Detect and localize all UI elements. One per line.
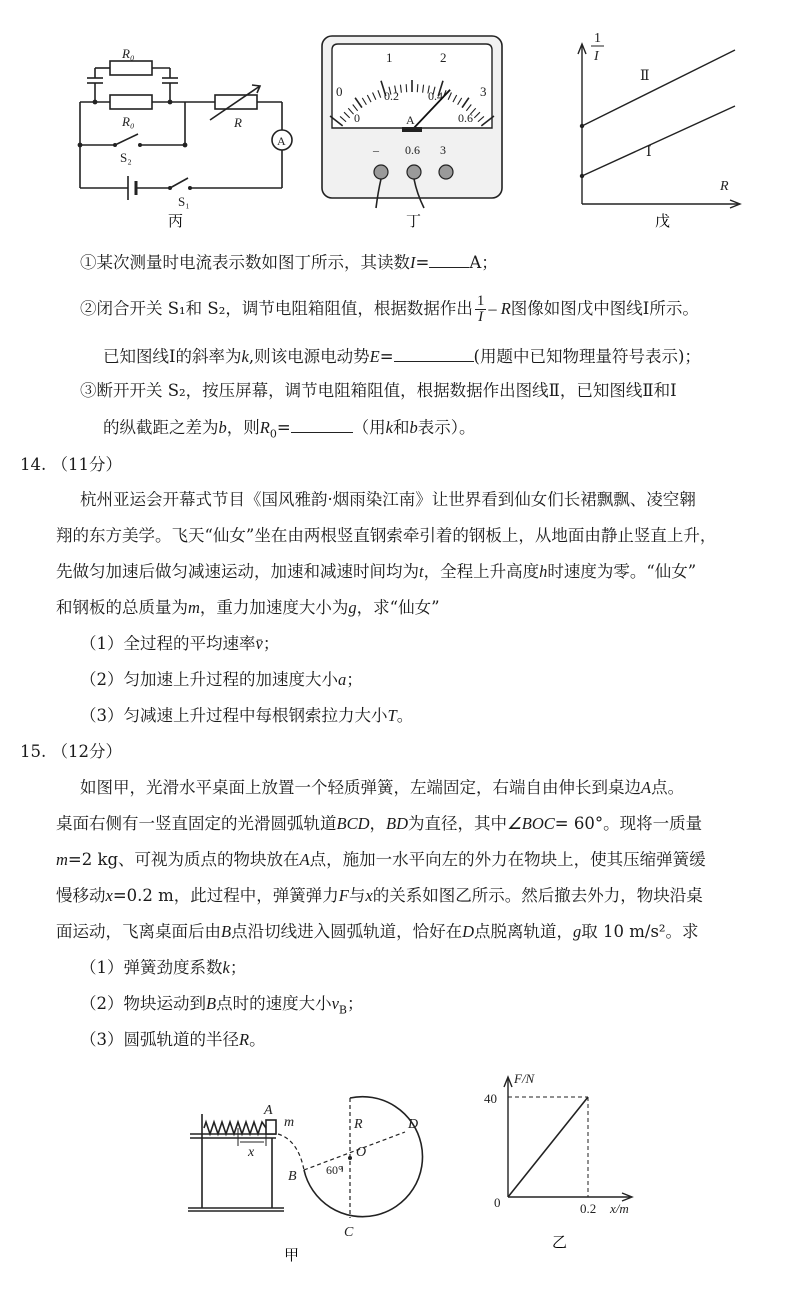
q15-line4 <box>56 885 703 907</box>
caption-jia: 甲 <box>284 1248 300 1264</box>
caption-wu: 戊 <box>655 214 671 230</box>
var-B: B <box>221 922 232 941</box>
var-R: R <box>239 1030 250 1049</box>
label-r0-middle: R₀ <box>122 114 135 129</box>
text: 点。 <box>651 778 685 797</box>
line-II <box>582 50 735 126</box>
top-scale-1: 1 <box>386 50 393 65</box>
text: = 60°。现将一质量 <box>554 814 703 833</box>
label-s1: S₁ <box>178 194 190 209</box>
text: 表示）。 <box>417 418 476 437</box>
text: 点，施加一水平向左的外力在物块上，使其压缩弹簧缓 <box>309 850 706 869</box>
answer-blank-current[interactable] <box>429 251 469 268</box>
subscript-0: 0 <box>269 427 277 441</box>
angle-label: 60° <box>326 1163 343 1177</box>
text: ，则 <box>226 418 260 437</box>
text: 。 <box>249 1030 266 1049</box>
text: 取 10 m/s²。求 <box>581 922 699 941</box>
text: ，重力加速度大小为 <box>199 598 349 617</box>
var-E: E <box>369 347 380 366</box>
answer-blank-r0[interactable] <box>291 416 353 433</box>
var-x: x <box>105 886 113 905</box>
label-r0-top: R₀ <box>122 46 135 61</box>
q14-line4 <box>56 597 440 619</box>
bottom-scale-0.4: 0.4 <box>428 89 443 103</box>
q13-part2 <box>80 294 699 325</box>
var-BD: BD <box>386 814 408 833</box>
top-scale-0: 0 <box>336 84 343 99</box>
top-scale-3: 3 <box>480 84 487 99</box>
q14-line1: 杭州亚运会开幕式节目《国风雅韵·烟雨染江南》让世界看到仙女们长裙飘飘、凌空翱 <box>80 490 696 509</box>
q13-part1 <box>80 251 498 274</box>
text: (用题中已知物理量符号表示)； <box>473 347 701 366</box>
q14-line3 <box>56 561 696 583</box>
label-R: R <box>354 1117 363 1132</box>
label-D: D <box>408 1117 419 1132</box>
circuit-figure-bing <box>60 30 300 235</box>
y-axis-numerator: 1 <box>594 31 601 46</box>
var-b: b <box>218 418 227 437</box>
text: （用 <box>352 418 386 437</box>
y-axis-label: F/N <box>514 1071 535 1086</box>
text: （3）圆弧轨道的半径 <box>80 1030 239 1049</box>
q15-line5 <box>56 921 699 943</box>
var-k: k <box>385 418 393 437</box>
text: =0.2 m，此过程中，弹簧弹力 <box>112 886 339 905</box>
label-m: m <box>284 1115 295 1130</box>
q15-line1 <box>80 777 684 799</box>
var-x: x <box>365 886 373 905</box>
line-I-label: Ⅰ <box>646 145 652 160</box>
text: ， <box>369 814 386 833</box>
top-scale-2: 2 <box>440 50 447 65</box>
var-BCD: BCD <box>336 814 370 833</box>
var-k: k <box>241 347 249 366</box>
label-s2: S₂ <box>120 150 132 165</box>
equals: = <box>379 347 394 366</box>
text: （2）物块运动到 <box>80 994 206 1013</box>
text: 慢移动 <box>56 886 106 905</box>
ammeter-figure-ding <box>318 30 528 235</box>
equals: = <box>276 418 291 437</box>
var-t: t <box>419 562 424 581</box>
q13-part2-text: ②闭合开关 S₁和 S₂，调节电阻箱阻值，根据数据作出 <box>80 299 473 318</box>
dial-unit: A <box>406 113 415 127</box>
fraction-numerator: 1 <box>476 293 485 309</box>
projectile-path <box>278 1134 304 1170</box>
subscript-B: B <box>338 1003 348 1017</box>
text: 点时的速度大小 <box>216 994 332 1013</box>
fraction-1-over-I <box>475 294 487 325</box>
text: 的关系如图乙所示。然后撤去外力，物块沿桌 <box>372 886 703 905</box>
var-g: g <box>573 922 582 941</box>
label-B: B <box>288 1169 297 1184</box>
text: ； <box>346 670 363 689</box>
bottom-scale-0.6: 0.6 <box>458 111 473 125</box>
text: 的纵截距之差为 <box>103 418 219 437</box>
q13-part3b <box>103 416 476 445</box>
text: 为直径，其中 <box>408 814 507 833</box>
caption-bing: 丙 <box>168 214 184 230</box>
q13-part2-tail: 图像如图戊中图线Ⅰ所示。 <box>510 299 699 318</box>
q15-line2 <box>56 813 702 835</box>
answer-blank-emf[interactable] <box>394 345 474 362</box>
label-r: R <box>234 115 242 130</box>
text: 先做匀加速后做匀减速运动，加速和减速时间均为 <box>56 562 419 581</box>
caption-yi: 乙 <box>552 1235 568 1251</box>
q15-header: 15. （12分） <box>20 742 122 761</box>
var-v: v <box>331 994 339 1013</box>
terminal-minus <box>374 165 388 179</box>
var-A: A <box>641 778 652 797</box>
x-axis-label: x/m <box>610 1201 629 1216</box>
caption-ding: 丁 <box>406 214 422 230</box>
var-R: – R <box>488 299 511 318</box>
q14-sub3 <box>80 705 413 727</box>
text: 时速度为零。“仙女” <box>547 562 697 581</box>
origin-label: 0 <box>494 1195 501 1210</box>
label-A: A <box>264 1103 273 1118</box>
label-C: C <box>344 1225 354 1240</box>
var-T: T <box>387 706 397 725</box>
text: 。 <box>396 706 414 725</box>
label-O: O <box>356 1145 367 1160</box>
text: 和钢板的总质量为 <box>56 598 188 617</box>
text: （3）匀减速上升过程中每根钢索拉力大小 <box>80 706 388 725</box>
text: ； <box>347 994 364 1013</box>
x-axis-label: R <box>720 179 729 194</box>
data-line-series <box>508 1097 588 1197</box>
mechanics-figure-jia <box>180 1070 440 1270</box>
resistor-r0-top <box>110 61 152 75</box>
text: ； <box>262 634 280 653</box>
text: =2 kg、可视为质点的物块放在 <box>67 850 300 869</box>
text: ,则该电源电动势 <box>248 347 370 366</box>
q14-line2: 翔的东方美学。飞天“仙女”坐在由两根竖直钢索牵引着的钢板上，从地面由静止竖直上升， <box>56 526 717 545</box>
text: ，全程上升高度 <box>423 562 540 581</box>
equals: = <box>415 253 430 272</box>
y-axis-denominator: I <box>594 49 599 64</box>
var-B: B <box>206 994 217 1013</box>
text: （1）弹簧劲度系数 <box>80 958 223 977</box>
block-m <box>266 1120 276 1134</box>
var-a: a <box>338 670 347 689</box>
unit-A: A； <box>469 253 498 272</box>
text: 已知图线Ⅰ的斜率为 <box>103 347 242 366</box>
line-II-label: Ⅱ <box>640 69 650 84</box>
q13-part2b <box>103 345 701 368</box>
spring <box>204 1122 266 1134</box>
text: ； <box>229 958 247 977</box>
fraction-denominator: I <box>478 309 484 325</box>
text: 点脱离轨道， <box>474 922 574 941</box>
terminal-0.6 <box>407 165 421 179</box>
terminal-3 <box>439 165 453 179</box>
q14-sub2 <box>80 669 363 691</box>
terminal-minus-label: – <box>373 143 379 157</box>
text: （1）全过程的平均速率 <box>80 634 256 653</box>
center-O <box>348 1156 352 1160</box>
x-tick-0.2: 0.2 <box>580 1201 597 1216</box>
var-h: h <box>539 562 548 581</box>
var-g: g <box>348 598 357 617</box>
text: 与 <box>348 886 366 905</box>
q14-sub1 <box>80 633 279 655</box>
var-angle-BOC: ∠BOC <box>507 814 555 833</box>
var-F: F <box>338 886 349 905</box>
y-tick-40: 40 <box>484 1091 497 1106</box>
text: 面运动，飞离桌面后由 <box>56 922 221 941</box>
text: ，求“仙女” <box>356 598 440 617</box>
text: 如图甲，光滑水平桌面上放置一个轻质弹簧，左端固定，右端自由伸长到桌边 <box>80 778 641 797</box>
var-D: D <box>462 922 475 941</box>
line-I <box>582 106 735 176</box>
var-k: k <box>222 958 230 977</box>
force-displacement-chart-yi <box>480 1065 680 1265</box>
terminal-3-label: 3 <box>440 143 446 157</box>
var-I: I <box>410 253 416 272</box>
text: 和 <box>393 418 410 437</box>
bottom-scale-0: 0 <box>354 111 360 125</box>
bottom-scale-0.2: 0.2 <box>384 89 399 103</box>
graph-figure-wu <box>560 28 760 233</box>
text: 点沿切线进入圆弧轨道，恰好在 <box>231 922 463 941</box>
label-ammeter: A <box>277 134 286 148</box>
text: 桌面右侧有一竖直固定的光滑圆弧轨道 <box>56 814 337 833</box>
resistor-r0-middle <box>110 95 152 109</box>
terminal-0.6-label: 0.6 <box>405 143 420 157</box>
q15-sub2 <box>80 993 364 1021</box>
q14-header: 14. （11分） <box>20 455 122 474</box>
var-v-bar: v̄ <box>255 634 263 653</box>
q15-sub1 <box>80 957 246 979</box>
var-A: A <box>299 850 310 869</box>
q13-part1-text: ①某次测量时电流表示数如图丁所示，其读数 <box>80 253 410 272</box>
var-m: m <box>56 850 68 869</box>
var-R0: R <box>259 418 270 437</box>
var-b: b <box>409 418 418 437</box>
var-m: m <box>188 598 200 617</box>
q13-part3: ③断开开关 S₂，按压屏幕，调节电阻箱阻值，根据数据作出图线Ⅱ，已知图线Ⅱ和Ⅰ <box>80 381 677 400</box>
q15-line3 <box>56 849 706 871</box>
q15-sub3 <box>80 1029 266 1051</box>
text: （2）匀加速上升过程的加速度大小 <box>80 670 338 689</box>
label-x: x <box>248 1145 255 1160</box>
